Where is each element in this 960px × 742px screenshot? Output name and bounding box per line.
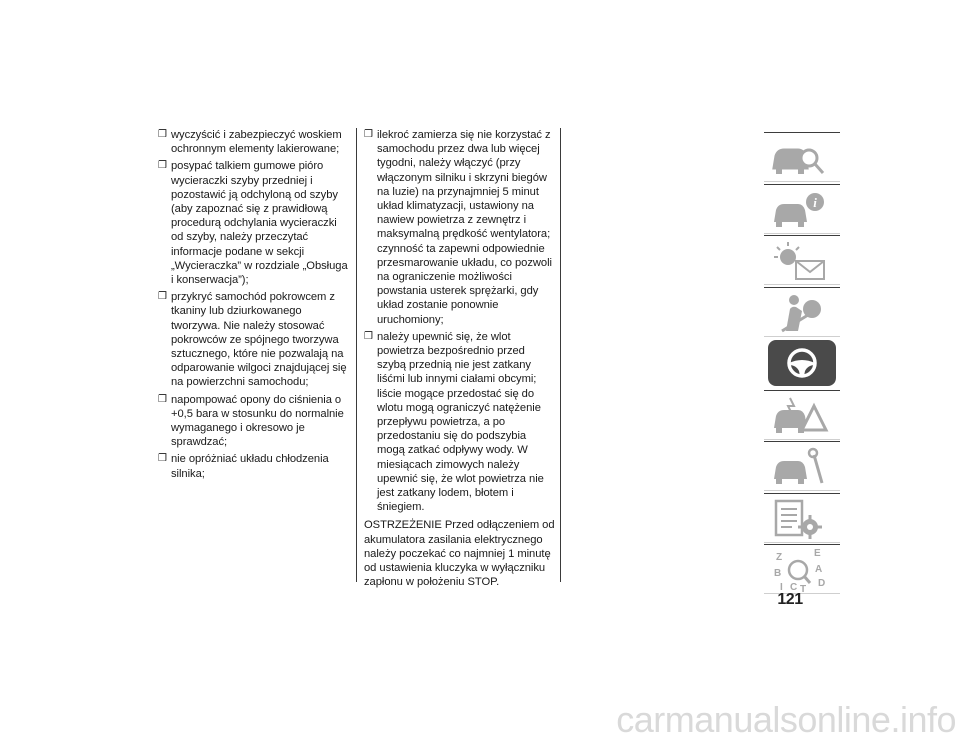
tab-vehicle-knowledge[interactable] — [764, 132, 840, 182]
left-column — [158, 128, 350, 484]
warning-paragraph: OSTRZEŻENIE Przed odłączeniem od akumulatora zasilania elektrycznego należy poczekać co najmniej 1 minutę od ustawienia kluczyka w wyłączniku zapłonu w położeniu STOP. — [364, 519, 555, 589]
list-item-text: ilekroć zamierza się nie korzystać z samochodu przez dwa lub więcej tygodni, należy włączyć (przy włączonym silniku i skrzyni biegów na luzie) na przynajmniej 5 minut układ klimatyzacji, ustawiony na nawiew powietrza z zewnętrz i maksymalną prędkość wentylatora; czynność ta zapewni odpowiednie przesmarowanie układu, co pozwoli na ograniczenie możliwości powstania usterek sprężarki, gdy układ zostanie ponownie uruchomiony; — [377, 129, 552, 326]
chapter-tabs — [764, 132, 840, 596]
warning-light-envelope-icon — [768, 239, 834, 283]
airbag-person-icon — [768, 291, 834, 335]
svg-text:i: i — [813, 194, 817, 210]
list-item-text: napompować opony do ciśnienia o +0,5 bara w stosunku do normalnie wymaganego i okresowo je sprawdzać; — [171, 393, 344, 449]
car-search-icon — [768, 136, 834, 180]
index-letter: Z — [776, 552, 783, 563]
list-item — [158, 290, 350, 389]
tab-warning-lights[interactable] — [764, 235, 840, 285]
bullet-icon: ❒ — [158, 291, 167, 303]
right-column — [364, 128, 556, 590]
bullet-icon: ❒ — [364, 330, 373, 342]
tab-starting-driving[interactable] — [768, 340, 836, 386]
tab-technical-data[interactable] — [764, 493, 840, 543]
bullet-icon: ❒ — [364, 129, 373, 140]
list-item-text: posypać talkiem gumowe pióro wycieraczki szyby przedniej i pozostawić ją odchyloną od szyby (aby zapoznać się z prawidłową procedurą odchylania wycieraczki od szyby, należy przeczytać informacje podane w sekcji „Wycieraczka” w rozdziale „Obsługa i konserwacja”); — [171, 160, 348, 287]
tab-safety[interactable] — [764, 287, 840, 337]
list-item — [158, 128, 350, 156]
tab-dashboard-info[interactable] — [764, 184, 840, 234]
bullet-icon: ❒ — [158, 393, 167, 405]
list-item — [364, 330, 556, 515]
list-item — [158, 452, 350, 480]
list-item-text: wyczyścić i zabezpieczyć woskiem ochronnym elementy lakierowane; — [171, 129, 342, 156]
bullet-icon: ❒ — [158, 129, 167, 140]
column-divider — [560, 128, 561, 582]
alphabet-index-icon — [768, 548, 834, 594]
car-info-icon — [768, 188, 834, 232]
index-letter: B — [774, 568, 782, 579]
list-item — [158, 393, 350, 450]
list-item — [158, 159, 350, 287]
bullet-icon: ❒ — [158, 160, 167, 172]
list-item-text: należy upewnić się, że wlot powietrza bezpośrednio przed szybą przednią nie jest zatkany liśćmi lub innymi ciałami obcymi; liście mogące przedostać się do wlotu mogą ograniczyć natężenie przepływu powietrza, a po przedostaniu się do podszybia mogą zatkać odpływy wody. W miesiącach zimowych należy upewnić się, że wlot powietrza nie jest zatkany lodem, błotem i śniegiem. — [377, 330, 544, 514]
index-letter: D — [818, 578, 826, 589]
tab-maintenance[interactable] — [764, 441, 840, 491]
list-item-text: nie opróżniać układu chłodzenia silnika; — [171, 453, 329, 480]
index-letter: E — [814, 548, 821, 559]
page-number: 121 — [777, 591, 803, 608]
car-wrench-icon — [768, 445, 834, 489]
index-letter: C — [790, 582, 798, 593]
document-list-icon — [768, 497, 834, 541]
index-letter: T — [800, 584, 807, 594]
steering-wheel-icon — [772, 343, 832, 383]
column-divider — [356, 128, 357, 582]
index-letter: A — [815, 564, 823, 575]
watermark[interactable]: carmanualsonline.info — [616, 699, 956, 740]
list-item-text: przykryć samochód pokrowcem z tkaniny lub dziurkowanego tworzywa. Nie należy stosować pokrowców ze spójnego tworzywa sztucznego, które nie pozwalają na odparowanie wilgoci znajdującej się na powierzchni samochodu; — [171, 291, 347, 389]
tab-emergency[interactable] — [764, 390, 840, 440]
bullet-icon: ❒ — [158, 453, 167, 465]
list-item — [364, 128, 556, 327]
tab-alphabetical-index[interactable] — [764, 544, 840, 594]
index-letter: I — [780, 582, 783, 593]
car-breakdown-triangle-icon — [768, 394, 834, 438]
